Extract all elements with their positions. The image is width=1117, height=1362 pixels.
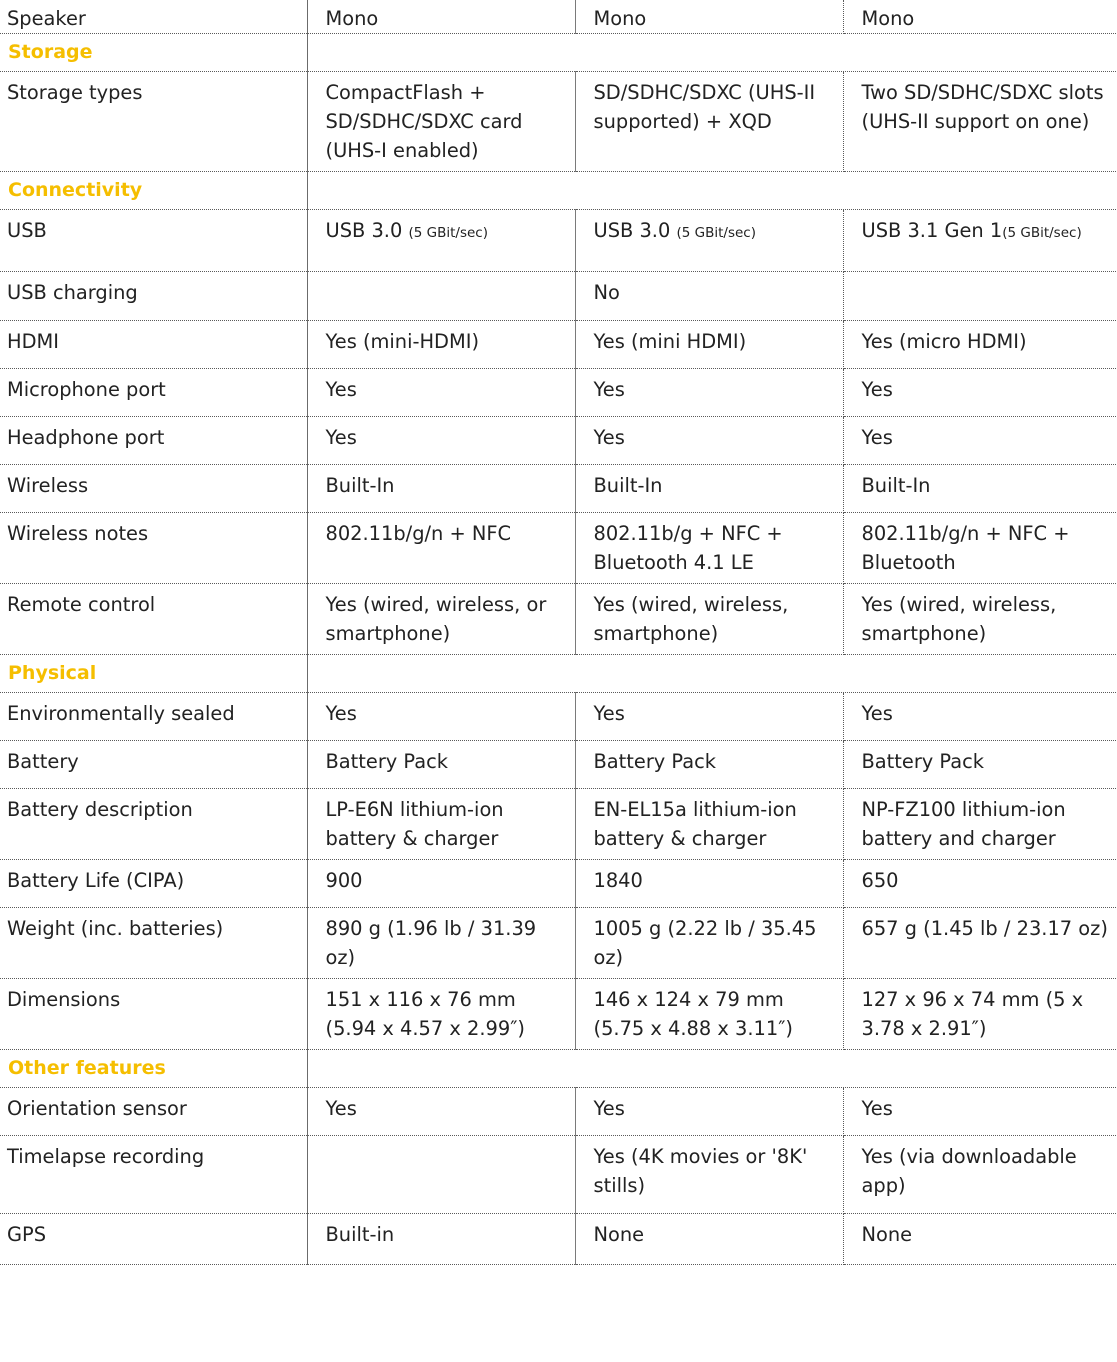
cell-camera-3: Built-In — [843, 465, 1117, 513]
cell-camera-2: Yes (4K movies or '8K' stills) — [575, 1136, 843, 1214]
cell-camera-3: Two SD/SDHC/SDXC slots (UHS-II support on one) — [843, 72, 1117, 172]
cell-camera-1: CompactFlash + SD/SDHC/SDXC card (UHS-I enabled) — [307, 72, 575, 172]
cell-camera-3 — [843, 272, 1117, 321]
cell-camera-3: 127 x 96 x 74 mm (5 x 3.78 x 2.91″) — [843, 979, 1117, 1050]
cell-camera-2: EN-EL15a lithium-ion battery & charger — [575, 789, 843, 860]
cell-camera-3 — [843, 210, 1117, 272]
section-title: Storage — [0, 34, 307, 72]
section-header-row — [0, 655, 1117, 693]
section-header-row — [0, 172, 1117, 210]
cell-camera-3: Yes (wired, wireless, smartphone) — [843, 584, 1117, 655]
section-title: Connectivity — [0, 172, 307, 210]
table-row — [0, 513, 1117, 584]
cell-camera-1: Yes — [307, 693, 575, 741]
cell-camera-2: Yes — [575, 369, 843, 417]
table-row — [0, 979, 1117, 1050]
cell-camera-3: NP-FZ100 lithium-ion battery and charger — [843, 789, 1117, 860]
section-spacer — [307, 172, 1117, 210]
table-row — [0, 741, 1117, 789]
cell-camera-1: Yes — [307, 1088, 575, 1136]
cell-camera-3: Yes — [843, 693, 1117, 741]
cell-note-text: (5 GBit/sec) — [1002, 225, 1082, 241]
table-row — [0, 72, 1117, 172]
cell-camera-2: Built-In — [575, 465, 843, 513]
cell-camera-2: SD/SDHC/SDXC (UHS-II supported) + XQD — [575, 72, 843, 172]
section-title: Physical — [0, 655, 307, 693]
cell-camera-1: Yes — [307, 417, 575, 465]
cell-main-text: USB 3.0 — [325, 219, 409, 242]
row-label: USB — [0, 210, 307, 272]
cell-camera-2: Yes (wired, wireless, smartphone) — [575, 584, 843, 655]
table-row — [0, 908, 1117, 979]
cell-camera-1 — [307, 272, 575, 321]
table-row — [0, 210, 1117, 272]
table-row — [0, 693, 1117, 741]
section-header-row — [0, 34, 1117, 72]
cell-camera-1: Yes (wired, wireless, or smartphone) — [307, 584, 575, 655]
cell-camera-1: 802.11b/g/n + NFC — [307, 513, 575, 584]
cell-camera-1: Yes (mini-HDMI) — [307, 321, 575, 369]
row-label: Environmentally sealed — [0, 693, 307, 741]
cell-camera-3: 802.11b/g/n + NFC + Bluetooth — [843, 513, 1117, 584]
cell-camera-2: Yes — [575, 693, 843, 741]
row-label: Dimensions — [0, 979, 307, 1050]
cell-camera-2: Yes (mini HDMI) — [575, 321, 843, 369]
cell-camera-1: Built-In — [307, 465, 575, 513]
table-row — [0, 369, 1117, 417]
cell-camera-1: Mono — [307, 0, 575, 34]
section-title: Other features — [0, 1050, 307, 1088]
cell-camera-2: 1005 g (2.22 lb / 35.45 oz) — [575, 908, 843, 979]
cell-note-text: (5 GBit/sec) — [676, 225, 756, 241]
table-row — [0, 1088, 1117, 1136]
section-spacer — [307, 34, 1117, 72]
cell-camera-3: Yes (micro HDMI) — [843, 321, 1117, 369]
row-label: Timelapse recording — [0, 1136, 307, 1214]
cell-camera-2: 1840 — [575, 860, 843, 908]
table-row — [0, 321, 1117, 369]
cell-camera-3: Yes (via downloadable app) — [843, 1136, 1117, 1214]
cell-camera-3: Yes — [843, 417, 1117, 465]
section-header-row — [0, 1050, 1117, 1088]
cell-camera-2: Yes — [575, 1088, 843, 1136]
row-label: Wireless notes — [0, 513, 307, 584]
cell-camera-1: Built-in — [307, 1214, 575, 1265]
row-label: USB charging — [0, 272, 307, 321]
row-label: Headphone port — [0, 417, 307, 465]
table-row — [0, 465, 1117, 513]
row-label: Battery description — [0, 789, 307, 860]
row-label: GPS — [0, 1214, 307, 1265]
row-label: Speaker — [0, 0, 307, 34]
cell-camera-3: Battery Pack — [843, 741, 1117, 789]
cell-camera-2: Battery Pack — [575, 741, 843, 789]
cell-camera-1: LP-E6N lithium-ion battery & charger — [307, 789, 575, 860]
row-label: Battery Life (CIPA) — [0, 860, 307, 908]
cell-camera-2 — [575, 210, 843, 272]
cell-main-text: USB 3.1 Gen 1 — [861, 219, 1003, 242]
cell-camera-2: Mono — [575, 0, 843, 34]
table-row — [0, 789, 1117, 860]
cell-camera-1: 890 g (1.96 lb / 31.39 oz) — [307, 908, 575, 979]
cell-camera-1 — [307, 210, 575, 272]
cell-camera-3: Yes — [843, 1088, 1117, 1136]
cell-camera-2: None — [575, 1214, 843, 1265]
cell-camera-1: Battery Pack — [307, 741, 575, 789]
row-label: Battery — [0, 741, 307, 789]
cell-camera-2: 146 x 124 x 79 mm (5.75 x 4.88 x 3.11″) — [575, 979, 843, 1050]
cell-camera-3: Mono — [843, 0, 1117, 34]
table-row — [0, 860, 1117, 908]
cell-camera-1: Yes — [307, 369, 575, 417]
table-row — [0, 1136, 1117, 1214]
table-row — [0, 417, 1117, 465]
table-row — [0, 584, 1117, 655]
row-label: Microphone port — [0, 369, 307, 417]
cell-camera-1: 900 — [307, 860, 575, 908]
cell-camera-3: 657 g (1.45 lb / 23.17 oz) — [843, 908, 1117, 979]
row-label: Wireless — [0, 465, 307, 513]
section-spacer — [307, 1050, 1117, 1088]
row-label: Orientation sensor — [0, 1088, 307, 1136]
cell-camera-3: None — [843, 1214, 1117, 1265]
row-label: HDMI — [0, 321, 307, 369]
cell-camera-3: 650 — [843, 860, 1117, 908]
cell-camera-2: Yes — [575, 417, 843, 465]
cell-camera-2: No — [575, 272, 843, 321]
section-spacer — [307, 655, 1117, 693]
cell-camera-3: Yes — [843, 369, 1117, 417]
table-row — [0, 272, 1117, 321]
table-row — [0, 0, 1117, 34]
cell-camera-1: 151 x 116 x 76 mm (5.94 x 4.57 x 2.99″) — [307, 979, 575, 1050]
row-label: Storage types — [0, 72, 307, 172]
cell-camera-2: 802.11b/g + NFC + Bluetooth 4.1 LE — [575, 513, 843, 584]
table-row — [0, 1214, 1117, 1265]
cell-camera-1 — [307, 1136, 575, 1214]
cell-main-text: USB 3.0 — [593, 219, 677, 242]
row-label: Remote control — [0, 584, 307, 655]
cell-note-text: (5 GBit/sec) — [408, 225, 488, 241]
row-label: Weight (inc. batteries) — [0, 908, 307, 979]
